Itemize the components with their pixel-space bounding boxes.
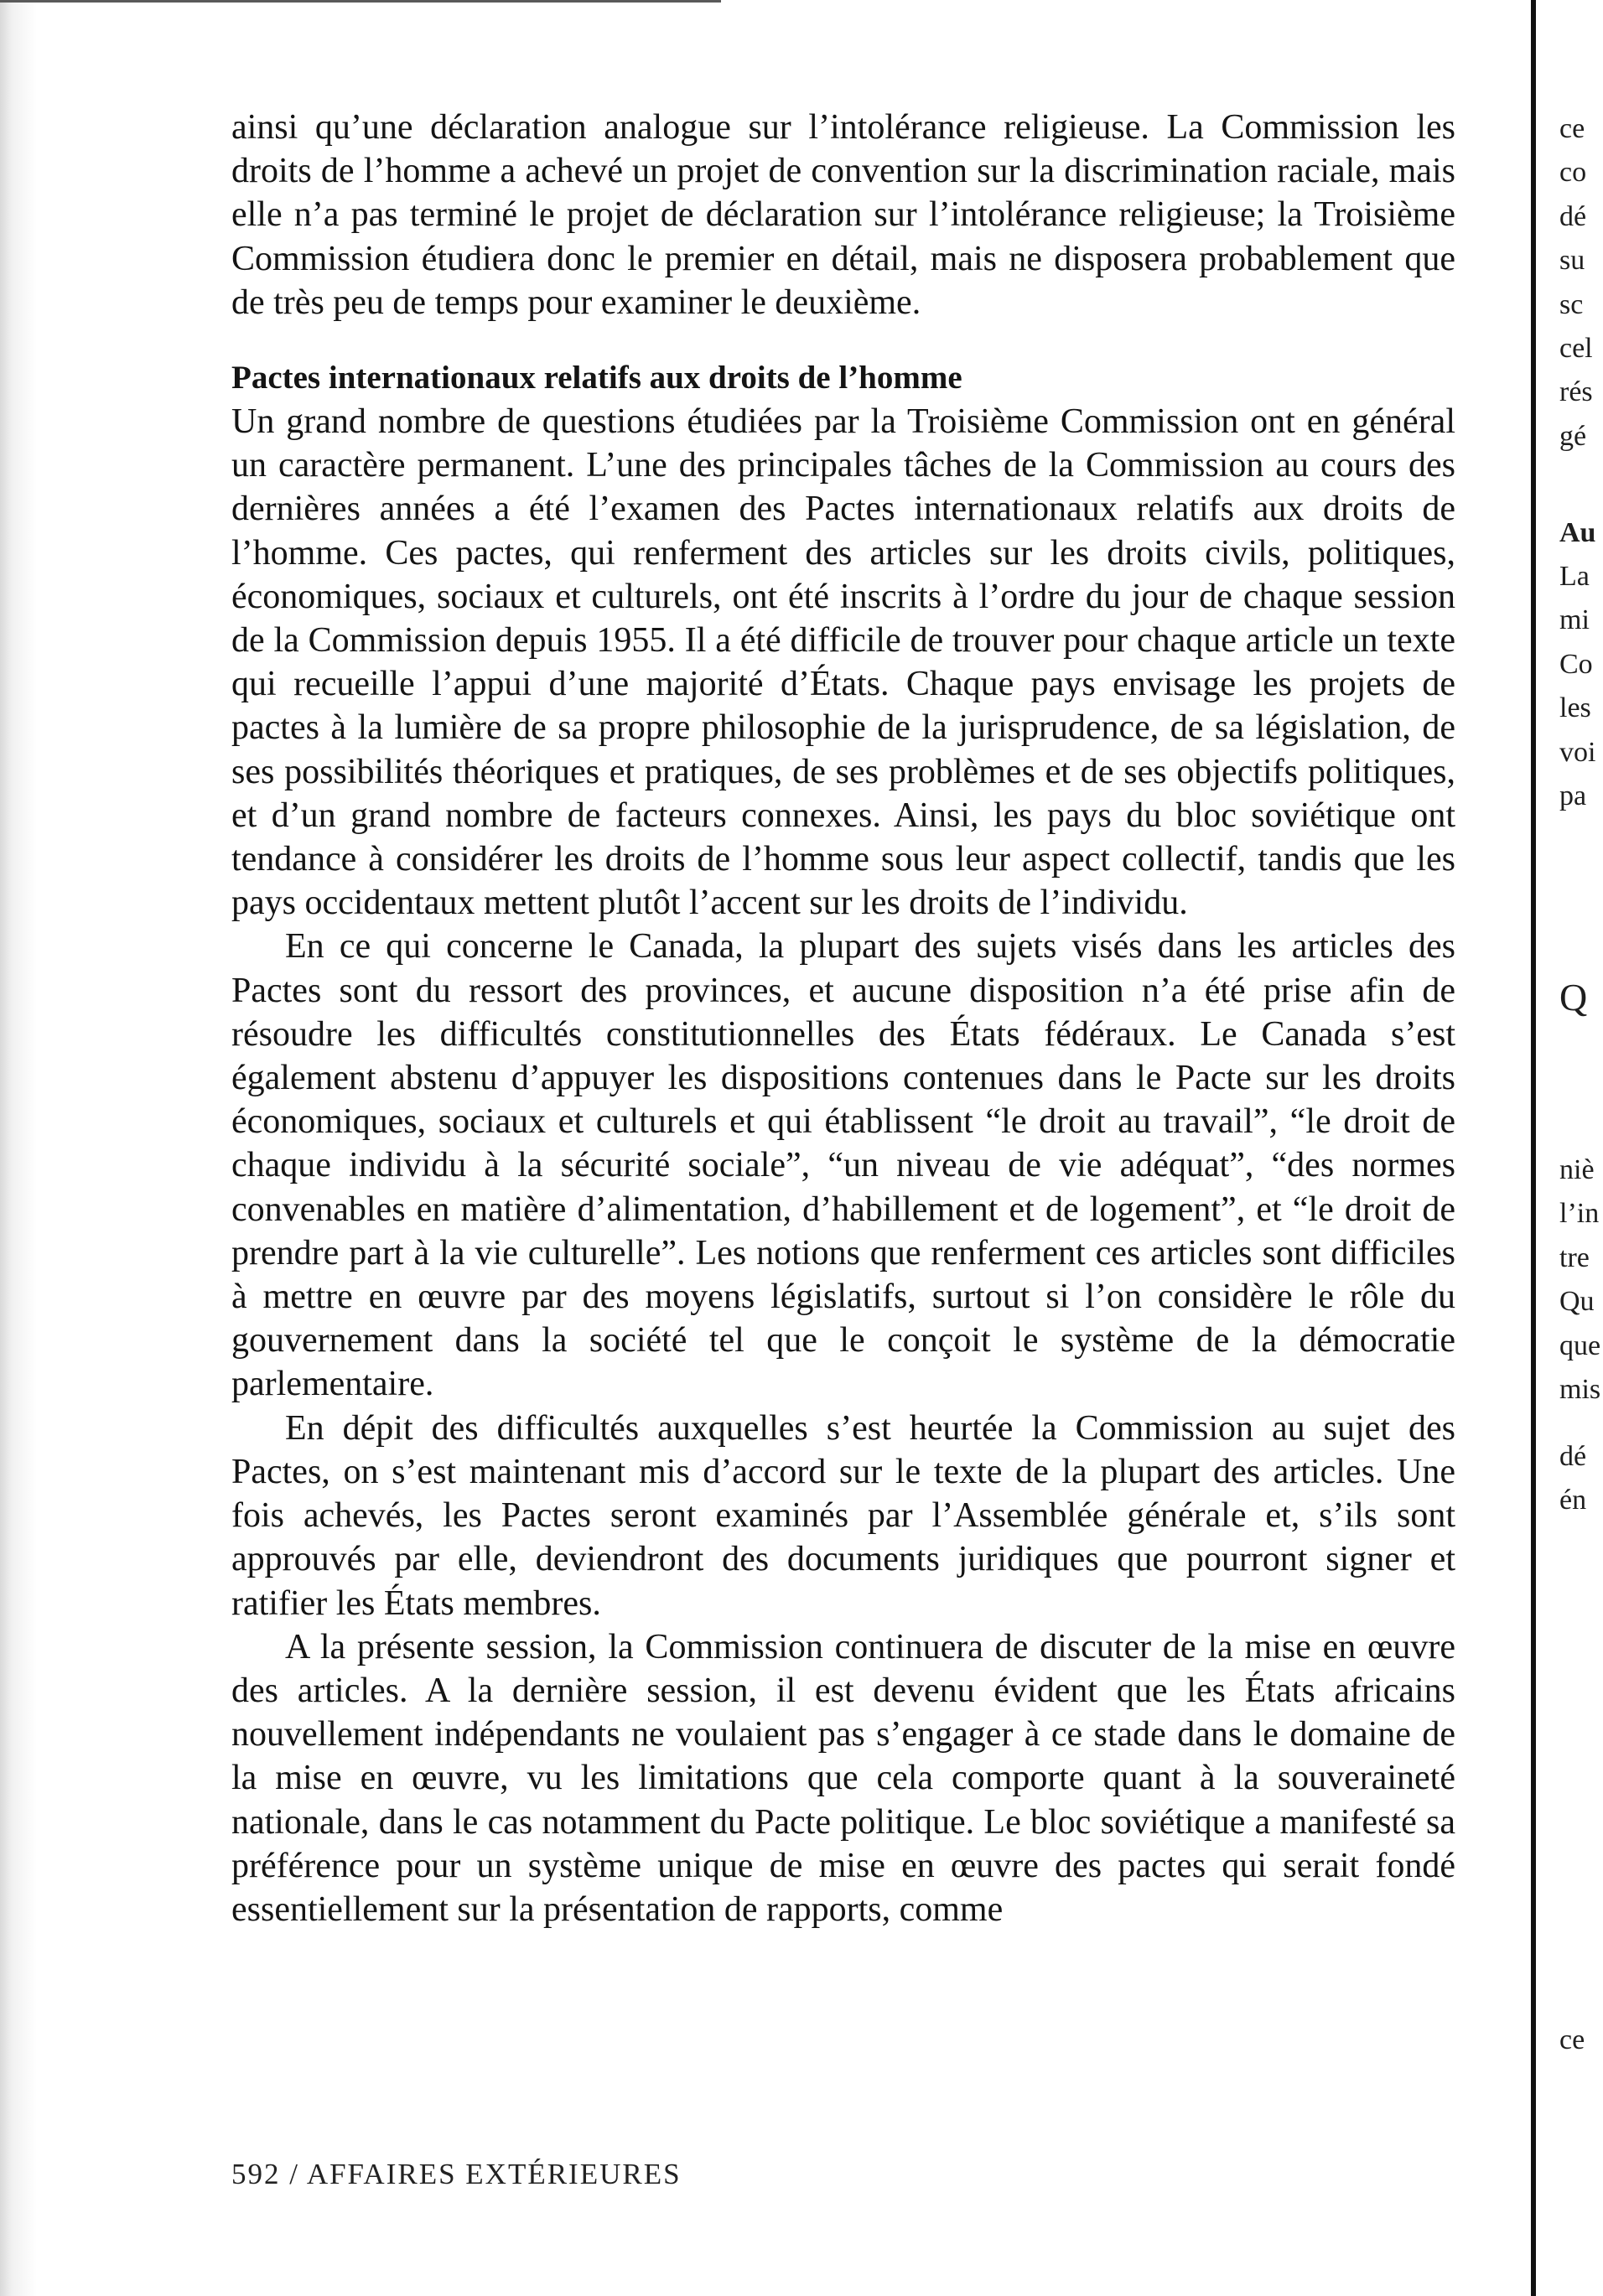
fragment-line: sc bbox=[1559, 288, 1584, 320]
fragment-line: én bbox=[1559, 1485, 1587, 1516]
fragment-line: cel bbox=[1559, 332, 1593, 364]
fragment-line: ce bbox=[1559, 113, 1585, 144]
fragment-line: tre bbox=[1559, 1241, 1590, 1273]
fragment-line: voi bbox=[1559, 736, 1596, 768]
scan-left-edge-shadow bbox=[0, 0, 37, 2296]
adjacent-page-fragment-top bbox=[1559, 107, 1603, 459]
section-heading: Pactes internationaux relatifs aux droits de l’homme bbox=[231, 360, 962, 396]
body-paragraph: ainsi qu’une déclaration analogue sur l’intolérance religieuse. La Commission les droits de l’homme a achevé un projet de convention sur la discrimination raciale, mais elle n’a pas terminé le projet de déclaration sur l’intolérance religieuse; la Troisième Commission étudiera donc le premier en détail, mais ne disposera probablement que de très peu de temps pour examiner le deuxième. bbox=[231, 108, 1455, 322]
fragment-line: niè bbox=[1559, 1154, 1595, 1185]
fragment-line: co bbox=[1559, 157, 1587, 189]
fragment-line: Co bbox=[1559, 648, 1593, 680]
adjacent-page-fragment-middle bbox=[1559, 555, 1603, 818]
fragment-line: rés bbox=[1559, 376, 1593, 408]
fragment-line: gé bbox=[1559, 420, 1587, 452]
fragment-line: les bbox=[1559, 692, 1591, 724]
body-paragraph: A la présente session, la Commission continuera de discuter de la mise en œuvre des articles. A la dernière session, il est devenu évident que les États africains nouvellement indépendants ne voulaient pas s’engager à ce stade dans le domaine de la mise en œuvre, vu les limitations que cela comporte quant à la souveraineté nationale, dans le cas notamment du Pacte politique. Le bloc soviétique a manifesté sa préférence pour un système unique de mise en œuvre des pactes qui serait fondé essentiellement sur la présentation de rapports, comme bbox=[231, 1627, 1455, 1929]
page-gutter-divider bbox=[1531, 0, 1536, 2296]
fragment-line: mi bbox=[1559, 604, 1590, 636]
page-footer bbox=[231, 2158, 682, 2191]
adjacent-page-fragment-lower-2 bbox=[1559, 1435, 1603, 1523]
publication-name: AFFAIRES EXTÉRIEURES bbox=[306, 2158, 682, 2190]
page-number: 592 bbox=[231, 2158, 281, 2190]
fragment-line: que bbox=[1559, 1329, 1601, 1361]
adjacent-page-heading-fragment: Au bbox=[1559, 517, 1596, 548]
main-text-column bbox=[231, 106, 1455, 1931]
body-paragraph: En ce qui concerne le Canada, la plupart des sujets visés dans les articles des Pactes sont du ressort des provinces, et aucune disposition n’a été prise afin de résoudre les difficultés constitutionnelles des États fédéraux. Le Canada s’est également abstenu d’appuyer les dispositions contenues dans le Pacte sur les droits économiques, sociaux et culturels et qui établissent “le droit au travail”, “le droit de chaque individu à la sécurité sociale”, “un niveau de vie adéquat”, “des normes convenables en matière d’alimentation, d’habillement et de logement”, et “le droit de prendre part à la vie culturelle”. Les notions que renferment ces articles sont difficiles à mettre en œuvre par des moyens législatifs, surtout si l’on considère le rôle du gouvernement dans la société tel que le conçoit le système de la démocratie parlementaire. bbox=[231, 927, 1455, 1404]
scan-top-rule bbox=[0, 0, 721, 3]
adjacent-page-q-fragment: Q bbox=[1559, 976, 1588, 1018]
fragment-line: Qu bbox=[1559, 1286, 1595, 1318]
adjacent-page-fragment-lower bbox=[1559, 1148, 1603, 1412]
body-paragraph: En dépit des difficultés auxquelles s’est heurtée la Commission au sujet des Pactes, on s’est maintenant mis d’accord sur le texte de la plupart des articles. Une fois achevés, les Pactes seront examinés par l’Assemblée générale et, s’ils sont approuvés par elle, deviendront des documents juridiques que pourront signer et ratifier les États membres. bbox=[231, 1408, 1455, 1623]
fragment-line: dé bbox=[1559, 1441, 1587, 1472]
fragment-line: mis bbox=[1559, 1373, 1601, 1405]
fragment-line: La bbox=[1559, 561, 1590, 592]
fragment-line: su bbox=[1559, 245, 1585, 277]
adjacent-page-bottom-fragment: ce bbox=[1559, 2024, 1585, 2055]
footer-separator: / bbox=[289, 2158, 299, 2190]
body-paragraph: Un grand nombre de questions étudiées par la Troisième Commission ont en général un caractère permanent. L’une des principales tâches de la Commission au cours des dernières années a été l’examen des Pactes internationaux relatifs aux droits de l’homme. Ces pactes, qui renferment des articles sur les droits civils, politiques, économiques, sociaux et culturels, ont été inscrits à l’ordre du jour de chaque session de la Commission depuis 1955. Il a été difficile de trouver pour chaque article un texte qui recueille l’appui d’une majorité d’États. Chaque pays envisage les projets de pactes à la lumière de sa propre philosophie de la jurisprudence, de sa législation, de ses possibilités théoriques et pratiques, de ses problèmes et de ses objectifs politiques, et d’un grand nombre de facteurs connexes. Ainsi, les pays du bloc soviétique ont tendance à considérer les droits de l’homme sous leur aspect collectif, tandis que les pays occidentaux mettent plutôt l’accent sur les droits de l’individu. bbox=[231, 402, 1455, 923]
fragment-line: l’in bbox=[1559, 1198, 1600, 1230]
fragment-line: dé bbox=[1559, 200, 1587, 232]
fragment-line: pa bbox=[1559, 780, 1587, 811]
